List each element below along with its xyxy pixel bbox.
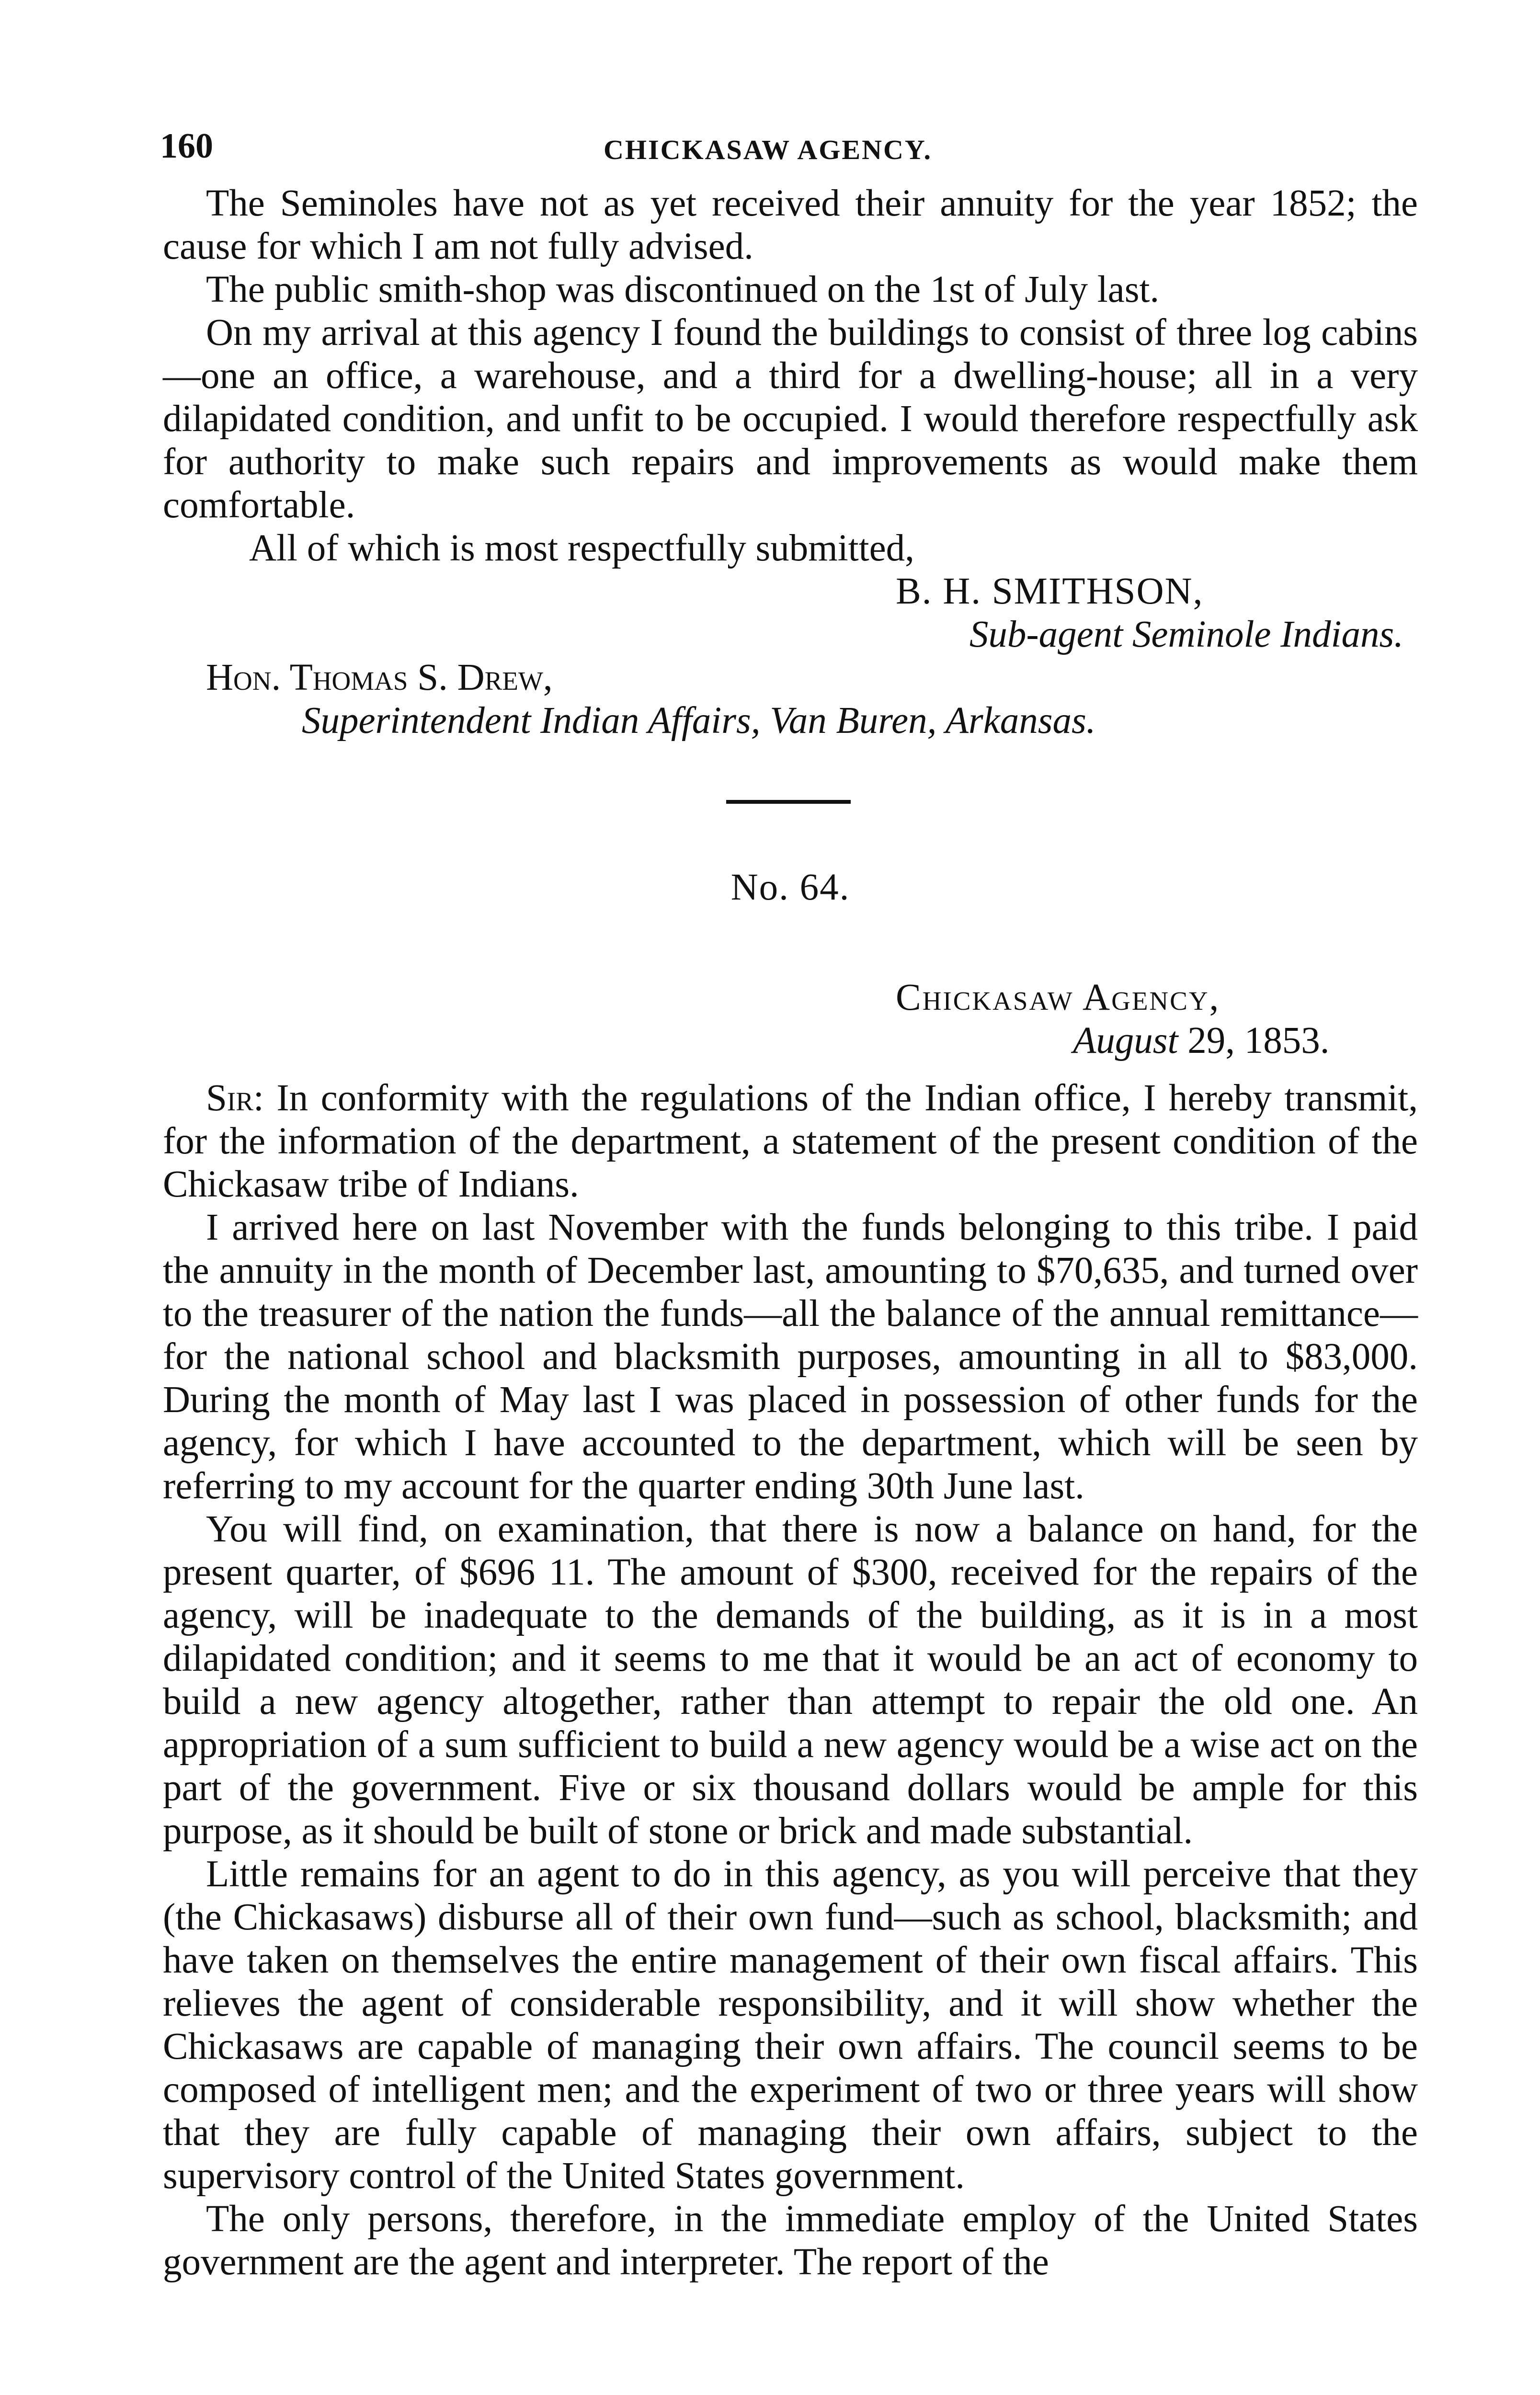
paragraph: The Seminoles have not as yet received their annuity for the year 1852; the cause for which I am not fully advised. xyxy=(163,182,1418,267)
paragraph: You will find, on examination, that there is now a balance on hand, for the present quarter, of $696 11. The amount of $300, received for the repairs of the agency, will be inadequate to the demands of the building, as it is in a most dilapidated condition; and it seems to me that it would be an act of economy to build a new agency altogether, rather than attempt to repair the old one. An appropriation of a sum sufficient to build a new agency would be a wise act on the part of the government. Five or six thousand dollars would be ample for this purpose, as it should be built of stone or brick and made substantial. xyxy=(163,1508,1418,1852)
letter-chickasaw xyxy=(163,866,1418,2284)
paragraph: Little remains for an agent to do in this agency, as you will perceive that they (the Chickasaws) disburse all of their own fund—such as school, blacksmith; and have taken on themselves the entire management of their own fiscal affairs. This relieves the agent of considerable responsibility, and it will show whether the Chickasaws are capable of managing their own affairs. The council seems to be composed of intelligent men; and the experiment of two or three years will show that they are fully capable of managing their own affairs, subject to the supervisory control of the United States government. xyxy=(163,1853,1418,2197)
paragraph-text: In conformity with the regulations of the Indian office, I hereby transmit, for the information of the department, a statement of the present condition of the Chickasaw tribe of Indians. xyxy=(163,1077,1418,1205)
signature-name: B. H. SMITHSON, xyxy=(896,570,1204,612)
addressee-block xyxy=(163,656,1418,742)
signature-block xyxy=(163,570,1418,656)
dateline-day-year: 29, 1853. xyxy=(1187,1020,1330,1061)
paragraph: I arrived here on last November with the funds belonging to this tribe. I paid the annuity in the month of December last, amounting to $70,635, and turned over to the treasurer of the nation the funds—all the balance of the annual remittance—for the national school and blacksmith purposes, amounting in all to $83,000. During the month of May last I was placed in possession of other funds for the agency, for which I have accounted to the department, which will be seen by referring to my account for the quarter ending 30th June last. xyxy=(163,1207,1418,1507)
signature-title: Sub-agent Seminole Indians. xyxy=(969,614,1403,655)
dateline-place: Chickasaw Agency, xyxy=(896,977,1221,1018)
dateline-month: August xyxy=(1073,1020,1178,1061)
document-number: No. 64. xyxy=(730,867,850,908)
page-number: 160 xyxy=(160,126,213,166)
paragraph: The only persons, therefore, in the immediate employ of the United States government are the agent and interpreter. The report of the xyxy=(163,2198,1418,2283)
running-head: CHICKASAW AGENCY. xyxy=(604,134,932,165)
page-header xyxy=(160,125,1418,182)
document-page xyxy=(160,125,1418,2284)
section-divider xyxy=(726,800,851,804)
salutation: Sir: xyxy=(206,1077,264,1119)
paragraph-with-salutation xyxy=(163,1077,1418,1206)
closing-line: All of which is most respectfully submitted, xyxy=(249,527,914,569)
letter-seminole xyxy=(163,182,1418,742)
dateline-date xyxy=(163,1019,1418,1062)
addressee-name: Hon. Thomas S. Drew, xyxy=(206,657,553,698)
paragraph: The public smith-shop was discontinued on the 1st of July last. xyxy=(206,269,1160,310)
paragraph: On my arrival at this agency I found the buildings to consist of three log cabins—one an office, a warehouse, and a third for a dwelling-house; all in a very dilapidated condition, and unfit to be occupied. I would therefore respectfully ask for authority to make such repairs and improvements as would make them comfortable. xyxy=(163,312,1418,526)
addressee-title: Superintendent Indian Affairs, Van Buren, Arkansas. xyxy=(302,700,1096,741)
